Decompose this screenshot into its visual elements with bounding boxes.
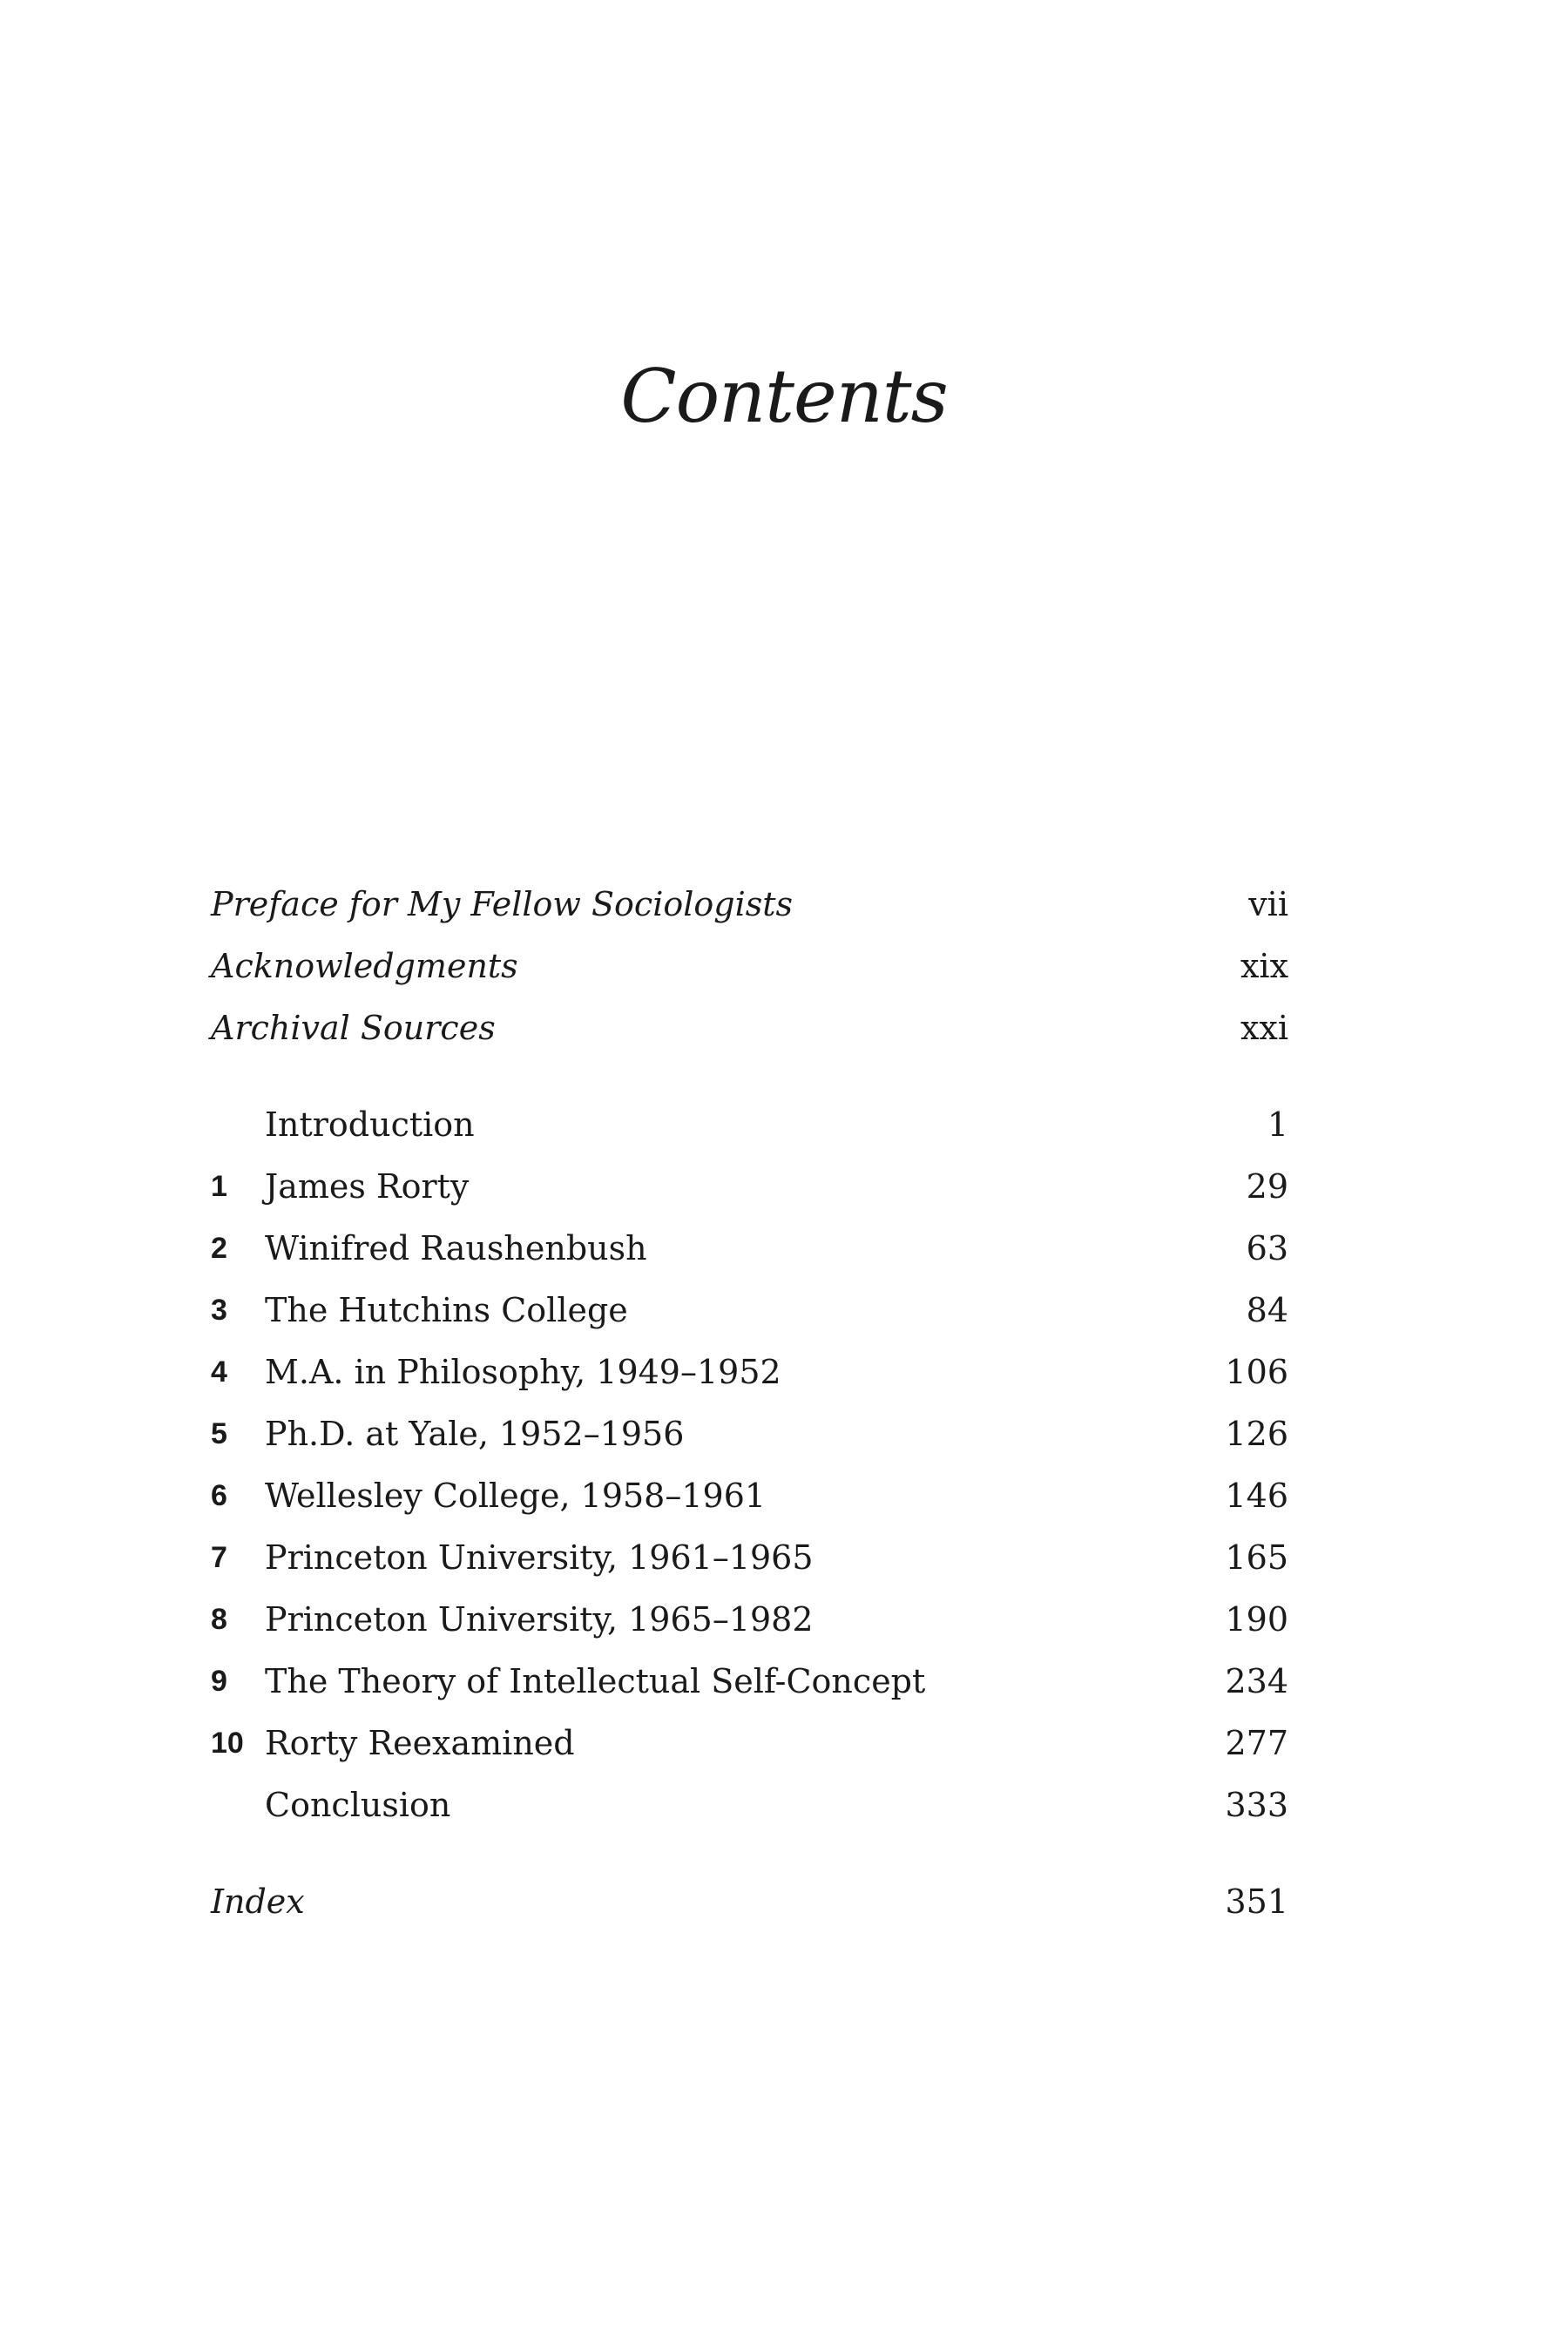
toc-entry-page: 106 <box>1225 1353 1288 1391</box>
toc-entry-chapter-9[interactable] <box>211 1651 1288 1713</box>
toc-chapter-number: 2 <box>211 1232 227 1265</box>
toc-chapter-number: 7 <box>211 1541 227 1574</box>
toc-entry-title: The Hutchins College <box>265 1291 628 1329</box>
toc-entry-conclusion[interactable] <box>211 1774 1288 1836</box>
toc-chapter-number: 1 <box>211 1170 227 1203</box>
toc-entry-chapter-7[interactable] <box>211 1527 1288 1589</box>
toc-entry-title: Archival Sources <box>211 1009 496 1047</box>
toc-entry-page: 351 <box>1225 1882 1288 1921</box>
toc-entry-page: 333 <box>1225 1786 1288 1824</box>
toc-entry-archival-sources[interactable] <box>211 997 1288 1059</box>
toc-entry-page: 84 <box>1246 1291 1288 1329</box>
toc-entry-title: Index <box>211 1882 305 1921</box>
toc-entry-page: 190 <box>1225 1600 1288 1639</box>
toc-entry-introduction[interactable] <box>211 1094 1288 1156</box>
toc-entry-chapter-4[interactable] <box>211 1342 1288 1403</box>
toc-chapter-number: 10 <box>211 1727 244 1760</box>
toc-chapter-number: 9 <box>211 1665 227 1698</box>
toc-entry-title: Introduction <box>265 1105 475 1144</box>
toc-entry-page: 126 <box>1225 1415 1288 1453</box>
toc-chapter-number: 4 <box>211 1355 227 1389</box>
toc-entry-chapter-10[interactable] <box>211 1713 1288 1774</box>
toc-chapter-number: 3 <box>211 1294 227 1327</box>
toc-entry-preface[interactable] <box>211 874 1288 936</box>
toc-entry-chapter-5[interactable] <box>211 1403 1288 1465</box>
toc-entry-title: James Rorty <box>265 1167 470 1206</box>
toc-entry-title: Princeton University, 1965–1982 <box>265 1600 814 1639</box>
toc-entry-title: Conclusion <box>265 1786 451 1824</box>
toc-entry-chapter-6[interactable] <box>211 1465 1288 1527</box>
toc-entry-page: 1 <box>1267 1105 1288 1144</box>
page-title: Contents <box>620 354 948 439</box>
toc-chapter-number: 8 <box>211 1603 227 1636</box>
toc-entry-page: 146 <box>1225 1477 1288 1515</box>
toc-chapter-number: 5 <box>211 1417 227 1450</box>
toc-entry-title: Preface for My Fellow Sociologists <box>211 885 794 923</box>
toc-entry-title: Acknowledgments <box>211 947 518 985</box>
toc-entry-title: The Theory of Intellectual Self-Concept <box>265 1662 926 1700</box>
toc-entry-chapter-2[interactable] <box>211 1218 1288 1280</box>
toc-entry-acknowledgments[interactable] <box>211 936 1288 997</box>
toc-entry-title: M.A. in Philosophy, 1949–1952 <box>265 1353 781 1391</box>
toc-entry-page: xxi <box>1240 1009 1288 1047</box>
toc-entry-page: 63 <box>1246 1229 1288 1267</box>
toc-entry-title: Wellesley College, 1958–1961 <box>265 1477 767 1515</box>
toc-entry-title: Winifred Raushenbush <box>265 1229 647 1267</box>
toc-entry-title: Princeton University, 1961–1965 <box>265 1538 814 1577</box>
toc-entry-page: vii <box>1248 885 1288 923</box>
toc-entry-page: 29 <box>1246 1167 1288 1206</box>
toc-entry-title: Rorty Reexamined <box>265 1724 575 1762</box>
toc-entry-page: xix <box>1240 947 1288 985</box>
toc-entry-chapter-1[interactable] <box>211 1156 1288 1218</box>
toc-entry-index[interactable] <box>211 1871 1288 1933</box>
table-of-contents <box>211 874 1288 1933</box>
toc-entry-page: 165 <box>1225 1538 1288 1577</box>
toc-entry-chapter-8[interactable] <box>211 1589 1288 1651</box>
toc-entry-chapter-3[interactable] <box>211 1280 1288 1342</box>
toc-chapter-number: 6 <box>211 1479 227 1512</box>
toc-entry-page: 234 <box>1225 1662 1288 1700</box>
toc-entry-page: 277 <box>1225 1724 1288 1762</box>
toc-entry-title: Ph.D. at Yale, 1952–1956 <box>265 1415 685 1453</box>
